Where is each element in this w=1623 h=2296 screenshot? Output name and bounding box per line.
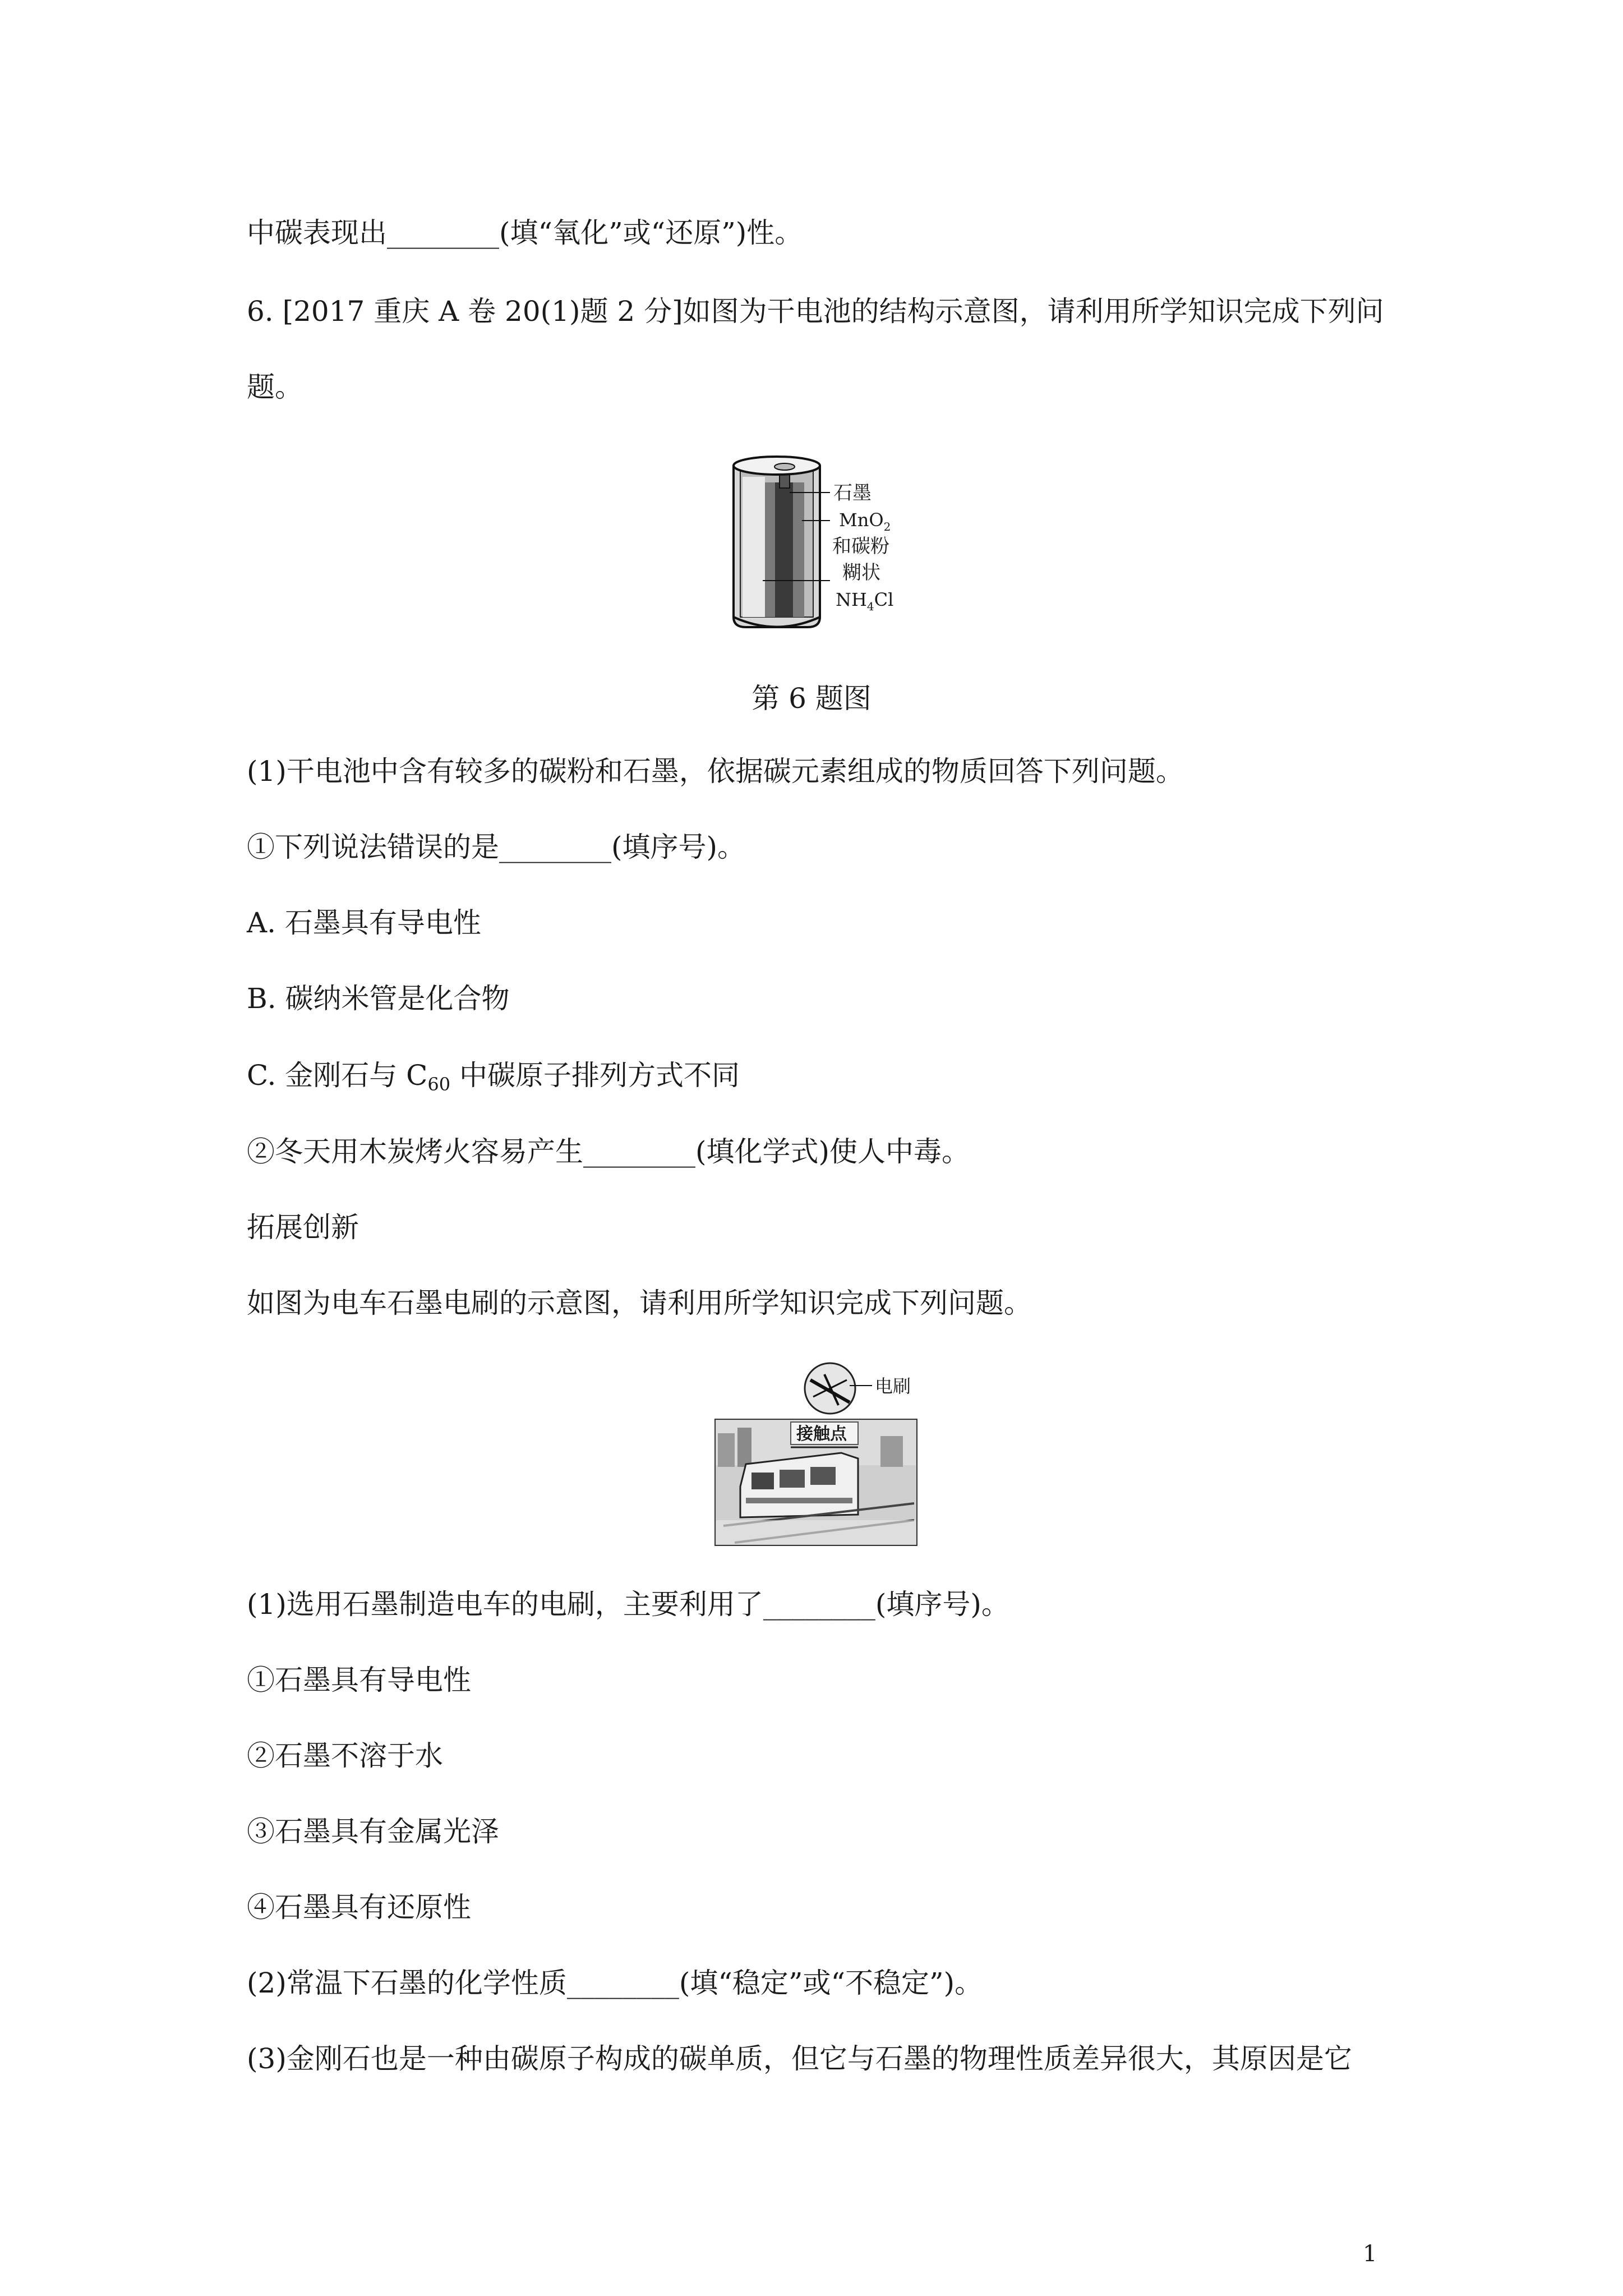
sub-question-1a: ①下列说法错误的是________(填序号)。	[247, 831, 746, 863]
text-line: 中碳表现出________(填“氧化”或“还原”)性。	[247, 217, 803, 249]
label-graphite: 石墨	[833, 482, 872, 504]
option-b: B. 碳纳米管是化合物	[247, 982, 510, 1015]
part-3: (3)金刚石也是一种由碳原子构成的碳单质，但它与石墨的物理性质差异很大，其原因是它	[247, 2042, 1352, 2075]
option-c: C. 金刚石与 $C_{60}$ 中碳原子排列方式不同	[247, 1059, 740, 1095]
label-contact-point: 接触点	[796, 1424, 847, 1444]
question-6-stem: 6. [2017 重庆 A 卷 20(1)题 2 分]如图为干电池的结构示意图，请利用所学知识完成下列问	[247, 295, 1384, 328]
label-brush: 电刷	[875, 1375, 911, 1397]
option-2: ②石墨不溶于水	[247, 1740, 443, 1772]
figure-caption: 第 6 题图	[751, 682, 872, 715]
option-3: ③石墨具有金属光泽	[247, 1815, 499, 1848]
option-a: A. 石墨具有导电性	[247, 907, 481, 939]
text-line: 题。	[247, 371, 303, 403]
label-mno2: MnO$_2$	[839, 509, 891, 533]
option-4: ④石墨具有还原性	[247, 1891, 471, 1924]
option-1: ①石墨具有导电性	[247, 1664, 471, 1696]
label-carbon-powder: 和碳粉	[832, 535, 889, 558]
part-2: (2)常温下石墨的化学性质________(填“稳定”或“不稳定”)。	[247, 1967, 983, 1999]
label-nh4cl: $NH_4Cl$	[836, 589, 894, 613]
sub-question-1b: ②冬天用木炭烤火容易产生________(填化学式)使人中毒。	[247, 1135, 970, 1168]
page-number: 1	[1363, 2241, 1377, 2267]
label-paste: 糊状	[842, 562, 880, 584]
sub-question-1: (1)干电池中含有较多的碳粉和石墨，依据碳元素组成的物质回答下列问题。	[247, 755, 1184, 788]
dry-battery-figure	[723, 449, 925, 634]
tram-brush-figure	[712, 1358, 937, 1548]
part-1: (1)选用石墨制造电车的电刷，主要利用了________(填序号)。	[247, 1588, 1009, 1621]
text-line: 如图为电车石墨电刷的示意图，请利用所学知识完成下列问题。	[247, 1287, 1032, 1319]
section-heading: 拓展创新	[247, 1211, 359, 1244]
